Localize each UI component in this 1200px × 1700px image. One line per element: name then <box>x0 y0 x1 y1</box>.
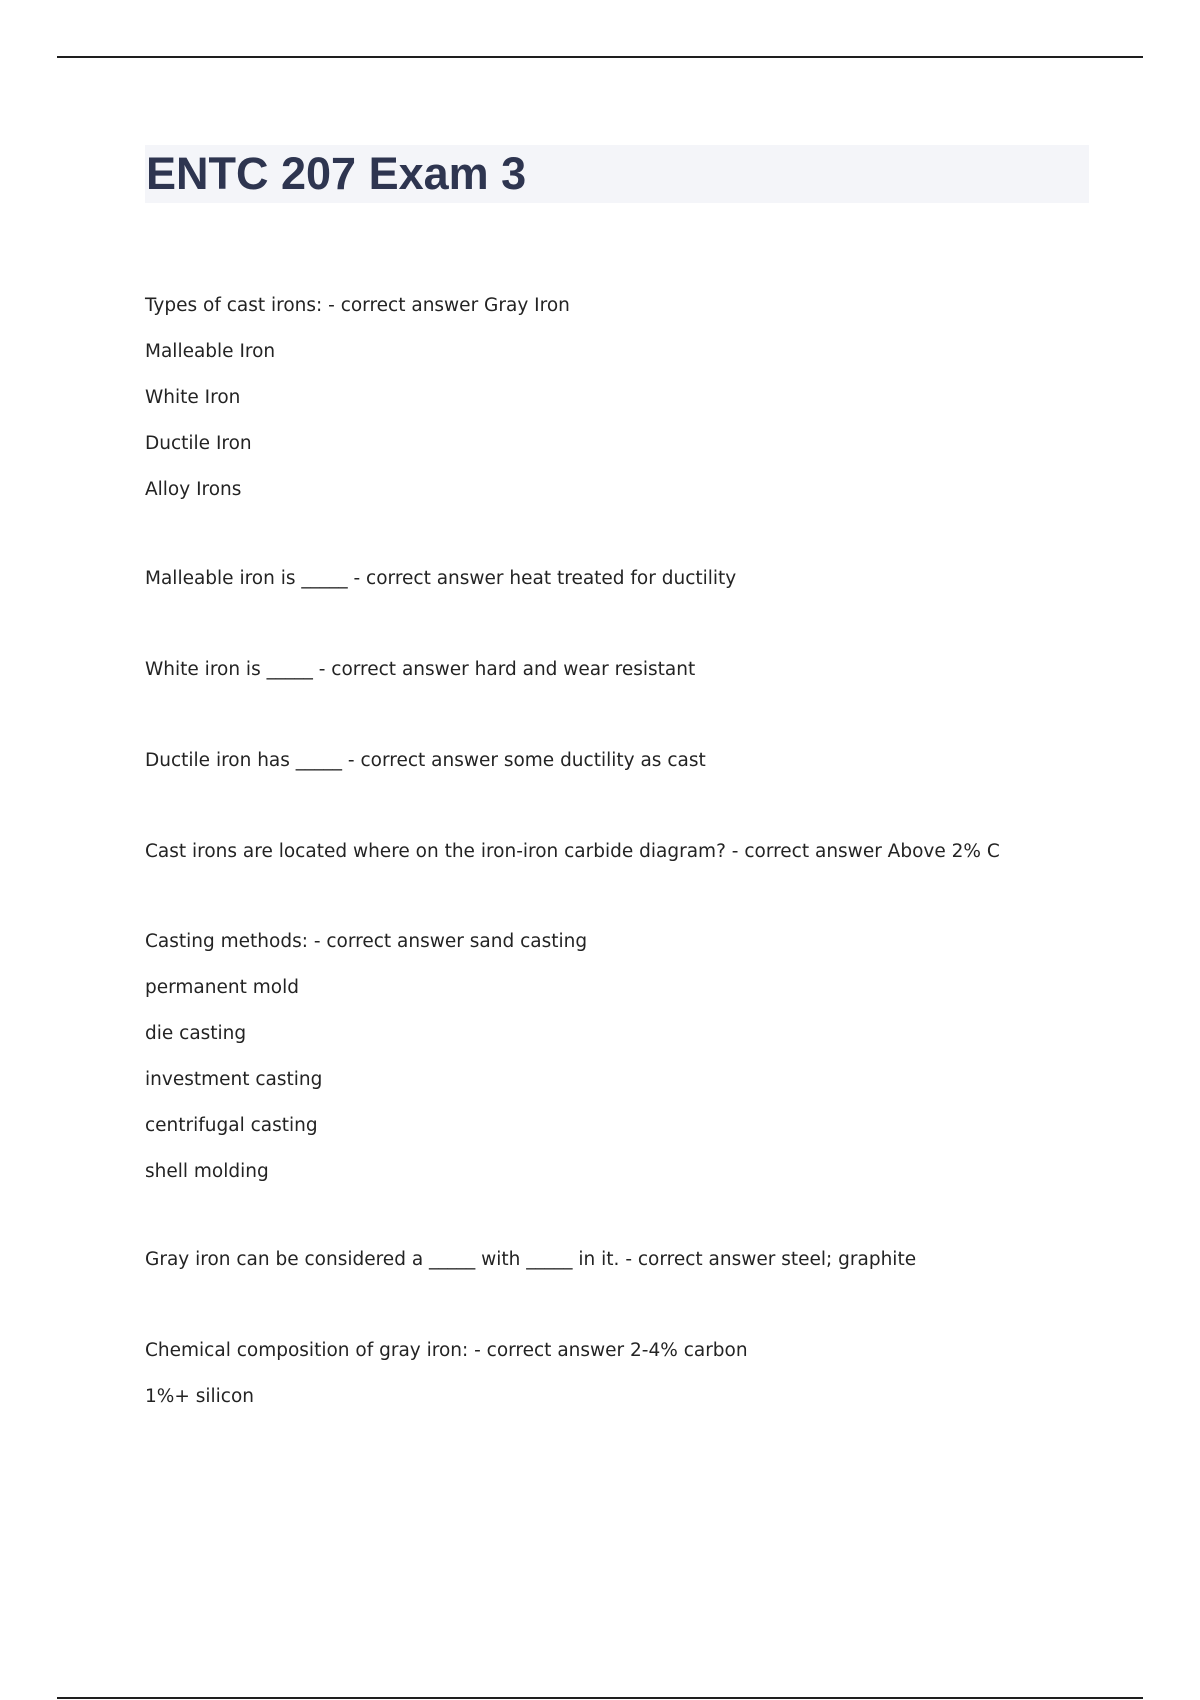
qa-answer-line: Alloy Irons <box>145 479 242 500</box>
qa-answer-line: permanent mold <box>145 977 299 998</box>
header-rule <box>57 56 1143 58</box>
qa-item-white-iron <box>145 658 1105 682</box>
qa-question-line: White iron is _____ - correct answer hard and wear resistant <box>145 659 696 680</box>
qa-answer-line: investment casting <box>145 1069 323 1090</box>
qa-answer-line: 1%+ silicon <box>145 1386 255 1407</box>
qa-item-malleable-iron <box>145 567 1105 591</box>
qa-question-line: Types of cast irons: - correct answer Gray Iron <box>145 295 570 316</box>
document-title: ENTC 207 Exam 3 <box>146 148 527 199</box>
qa-question-line: Chemical composition of gray iron: - correct answer 2-4% carbon <box>145 1340 748 1361</box>
footer-rule <box>57 1697 1143 1699</box>
qa-question-line: Malleable iron is _____ - correct answer heat treated for ductility <box>145 568 737 589</box>
qa-item-gray-iron-definition <box>145 1248 1105 1272</box>
qa-item-gray-iron-composition <box>145 1339 1105 1409</box>
qa-answer-line: shell molding <box>145 1161 269 1182</box>
qa-answer-line: Ductile Iron <box>145 433 252 454</box>
qa-answer-line: centrifugal casting <box>145 1115 318 1136</box>
qa-item-ductile-iron <box>145 749 1105 773</box>
qa-answer-line: Malleable Iron <box>145 341 276 362</box>
qa-question-line: Casting methods: - correct answer sand casting <box>145 931 588 952</box>
qa-question-line: Ductile iron has _____ - correct answer some ductility as cast <box>145 750 706 771</box>
qa-answer-line: die casting <box>145 1023 247 1044</box>
qa-question-line: Gray iron can be considered a _____ with _____ in it. - correct answer steel; graphite <box>145 1249 917 1270</box>
qa-question-line: Cast irons are located where on the iron-iron carbide diagram? - correct answer Above 2% C <box>145 841 1000 862</box>
qa-answer-line: White Iron <box>145 387 241 408</box>
qa-item-casting-methods <box>145 930 1105 1184</box>
qa-item-cast-iron-location <box>145 840 1105 864</box>
qa-item-cast-iron-types <box>145 294 1105 502</box>
